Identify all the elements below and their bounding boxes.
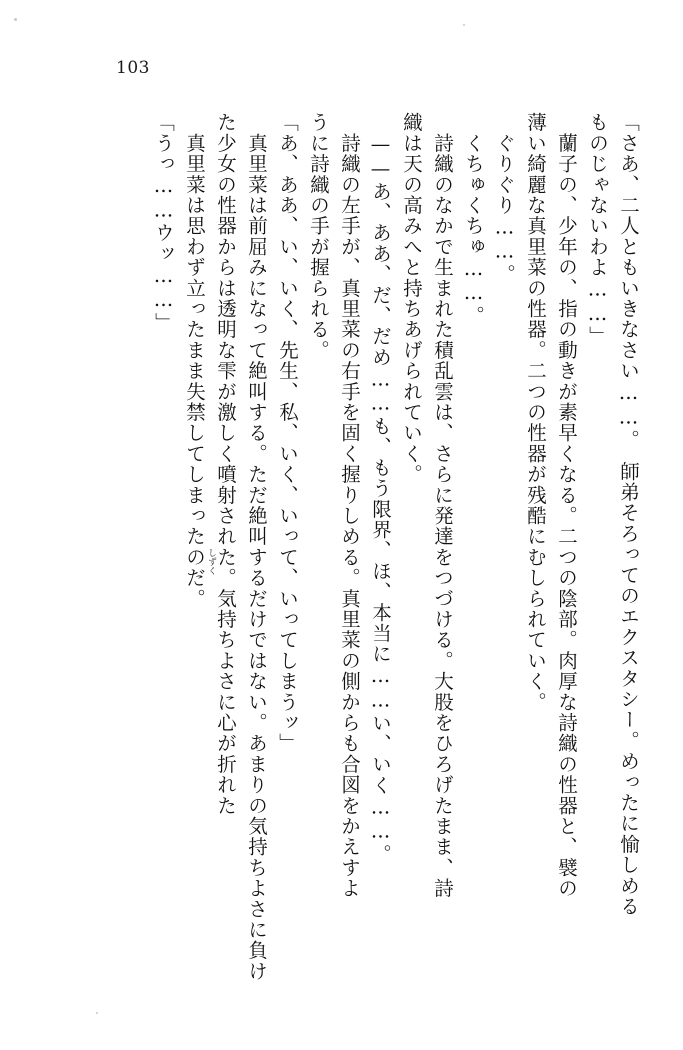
text-column: 薄い綺麗な真里菜の性器。二つの性器が残酷にむしられていく。 <box>524 112 547 713</box>
text-column: ——あ、ああ、だ、だめ……も、もう限界、ほ、本当に……い、いく……。 <box>369 112 392 865</box>
text-column: 「うっ……ウッ……」 <box>152 112 175 333</box>
scan-speck <box>14 18 17 21</box>
text-column: ぐりぐり……。 <box>493 112 516 285</box>
text-column: うに詩織の手が握られる。 <box>307 112 330 361</box>
scan-speck <box>463 24 465 26</box>
text-column: 織は天の高みへと持ちあげられていく。 <box>400 112 423 485</box>
text-column: 蘭子の、少年の、指の動きが素早くなる。二つの陰部。肉厚な詩織の性器と、襞の <box>555 112 578 899</box>
text-column: た少女の性器からは透明な雫が激しく噴射された。気持ちよさに心が折れた <box>214 112 237 816</box>
text-column: 詩織の左手が、真里菜の右手を固く握りしめる。真里菜の側からも合図をかえすよ <box>338 112 361 899</box>
text-column: 真里菜は思わず立ったまま失禁してしまったのだ。 <box>183 112 206 609</box>
text-column: 真里菜は前屈みになって絶叫する。ただ絶叫するだけではない。あまりの気持ちよさに負け <box>245 112 268 982</box>
vertical-text-block <box>118 112 640 982</box>
text-column: 詩織のなかで生まれた積乱雲は、さらに発達をつづける。大股をひろげたまま、詩 <box>431 112 454 899</box>
text-column: 「あ、ああ、い、いく、先生、私、いく、いって、いってしまうッ」 <box>276 112 299 754</box>
page-number: 103 <box>116 58 150 78</box>
scan-speck <box>96 1012 98 1014</box>
text-column: ものじゃないわよ……」 <box>586 112 609 347</box>
ruby-annotation-shizuku: しずく <box>206 548 216 575</box>
text-column: くちゅくちゅ……。 <box>462 112 485 326</box>
text-column: 「さあ、二人ともいきなさい……。 師弟そろってのエクスタシー。めったに愉しめる <box>617 112 640 917</box>
